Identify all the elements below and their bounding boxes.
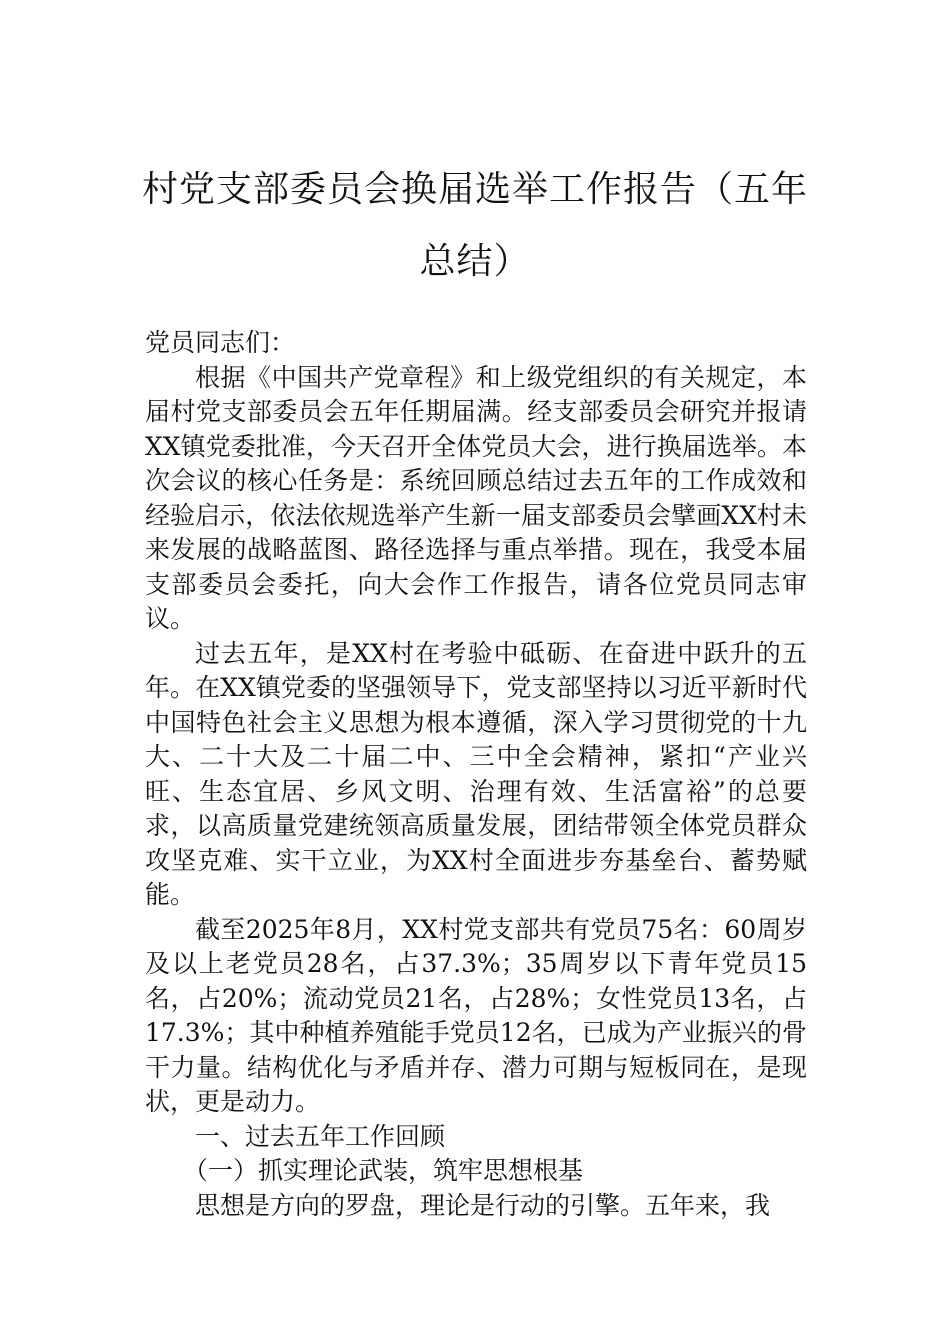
title-line-1: 村党支部委员会换届选举工作报告（五年 (141, 169, 808, 210)
paragraph-statistics: 截至2025年8月，XX村党支部共有党员75名：60周岁及以上老党员28名，占37.3%；35周岁以下青年党员15名，占20%；流动党员21名，占28%；女性党员13名，占17.3%；其中种植养殖能手党员12名，已成为产业振兴的骨干力量。结构优化与矛盾并存、潜力可期与短板同在，是现状，更是动力。 (145, 914, 807, 1116)
title-line-2: 总结） (419, 241, 531, 282)
section-subheading: （一）抓实理论武装，筑牢思想根基 (183, 1156, 584, 1185)
salutation: 党员同志们： (145, 328, 296, 357)
section-heading: 一、过去五年工作回顾 (195, 1121, 446, 1151)
paragraph-intro: 根据《中国共产党章程》和上级党组织的有关规定，本届村党支部委员会五年任期届满。经支部委员会研究并报请XX镇党委批准，今天召开全体党员大会，进行换届选举。本次会议的核心任务是：系统回顾总结过去五年的工作成效和经验启示，依法依规选举产生新一届支部委员会擘画XX村未来发展的战略蓝图、路径选择与重点举措。现在，我受本届支部委员会委托，向大会作工作报告，请各位党员同志审议。 (145, 362, 807, 633)
document-body (145, 326, 807, 1223)
paragraph-theory: 思想是方向的罗盘，理论是行动的引擎。五年来，我 (195, 1190, 771, 1220)
document-title (120, 160, 830, 292)
paragraph-review: 过去五年，是XX村在考验中砥砺、在奋进中跃升的五年。在XX镇党委的坚强领导下，党支部坚持以习近平新时代中国特色社会主义思想为根本遵循，深入学习贯彻党的十九大、二十大及二十届二中、三中全会精神，紧扣“产业兴旺、生态宜居、乡风文明、治理有效、生活富裕”的总要求，以高质量党建统领高质量发展，团结带领全体党员群众攻坚克难、实干立业，为XX村全面进步夯基垒台、蓄势赋能。 (145, 638, 807, 909)
